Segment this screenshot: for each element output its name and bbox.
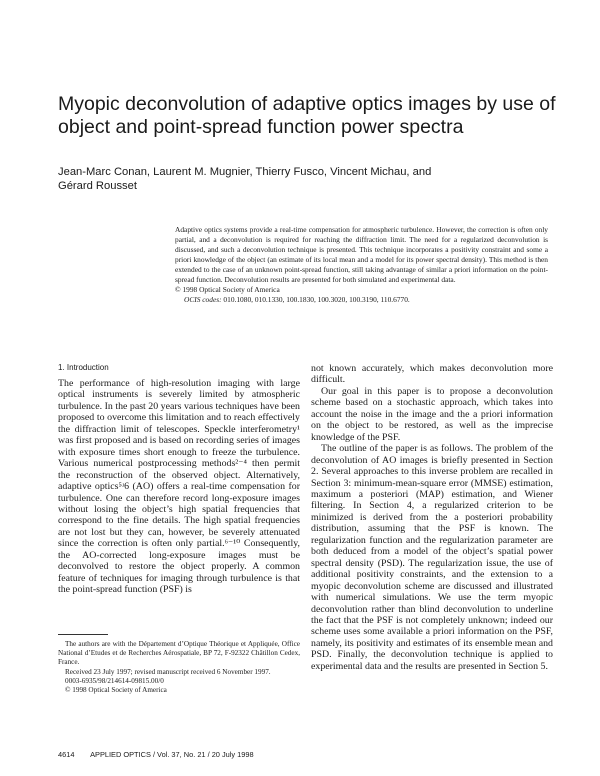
body-paragraph: The performance of high-resolution imaging with large optical instruments is severely limited by atmospheric turbulence. In the past 20 years various techniques have been proposed to overcome this limitation and to reach effectively the diffraction limit of telescopes. Speckle interferometry¹ was first proposed and is based on recording series of images with exposure times short enough to freeze the turbulence. Various numerical postprocessing methods²⁻⁴ then permit the reconstruction of the observed object. Alternatively, adaptive optics⁵ʴ6 (AO) offers a real-time compensation for turbulence. One can therefore record long-exposure images without losing the object’s high spatial frequencies that correspond to the fine details. The high spatial frequencies are not lost but they can, however, be severely attenuated since the correction is often only partial.⁶⁻¹⁰ Consequently, the AO-corrected long-exposure images must be deconvolved to restore the object properly. A common feature of techniques for imaging through turbulence is that the point-spread function (PSF) is [58, 378, 300, 596]
body-column-right [311, 363, 553, 672]
abstract-text: Adaptive optics systems provide a real-time compensation for atmospheric turbulence. However, the correction is often only partial, and a deconvolution is required for reaching the diffraction limit. The need for a regularized deconvolution is discussed, and such a deconvolution technique is presented. This technique incorporates a positivity constraint and some a priori knowledge of the object (an estimate of its local mean and a model for its power spectral density). This method is then extended to the case of an unknown point-spread function, still taking advantage of similar a priori information on the point-spread function. Deconvolution results are presented for both simulated and experimental data. [175, 225, 548, 284]
ocis-codes [175, 295, 548, 305]
body-paragraph: Our goal in this paper is to propose a deconvolution scheme based on a stochastic approach, which takes into account the noise in the image and the a priori information on the object to be restored, as well as the imprecise knowledge of the PSF. [311, 385, 553, 443]
article-title: Myopic deconvolution of adaptive optics images by use of object and point-spread function power spectra [58, 93, 556, 138]
body-paragraph: The outline of the paper is as follows. The problem of the deconvolution of AO images is briefly presented in Section 2. Several approaches to this inverse problem are recalled in Section 3: minimum-mean-square error (MMSE) estimation, maximum a posteriori (MAP) estimation, and Wiener filtering. In Section 4, a regularized criterion to be minimized is derived from the a posteriori probability distribution, assuming that the PSF is known. The regularization function and the regularization parameter are both deduced from a model of the object’s spatial power spectral density (PSD). The regularization issue, the use of additional positivity constraints, and the extension to a myopic deconvolution scheme are discussed and illustrated with numerical simulations. We use the term myopic deconvolution rather than blind deconvolution to underline the fact that the PSF is not completely unknown; indeed our scheme uses some available a priori information on the PSF, namely, its positivity and estimates of its ensemble mean and PSD. Finally, the deconvolution technique is applied to experimental data and the results are presented in Section 5. [311, 443, 553, 672]
journal-citation: APPLIED OPTICS / Vol. 37, No. 21 / 20 July 1998 [90, 750, 254, 759]
ocis-label: OCIS codes: [184, 295, 222, 304]
section-heading: 1. Introduction [58, 363, 109, 372]
abstract [175, 225, 548, 305]
ocis-code-list: 010.1080, 010.1330, 100.1830, 100.3020, 100.3190, 110.6770. [223, 295, 410, 304]
author-list [58, 165, 438, 193]
footnote-affiliation: The authors are with the Département d’Optique Théorique et Appliquée, Office National d’Etudes et de Recherches Aérospatiale, BP 72, F-92322 Châtillon Cedex, France. [58, 640, 300, 667]
body-column-left [58, 363, 300, 596]
footnotes [58, 634, 300, 695]
footnote-rule [58, 634, 108, 635]
authors-line-1: Jean-Marc Conan, Laurent M. Mugnier, Thierry Fusco, Vincent Michau, and [58, 166, 432, 178]
page-footer [58, 750, 254, 759]
abstract-copyright: © 1998 Optical Society of America [175, 285, 280, 294]
footnote-copyright: © 1998 Optical Society of America [65, 686, 167, 695]
authors-line-2: Gérard Rousset [58, 180, 137, 192]
page-number: 4614 [58, 750, 75, 759]
footnote-received: Received 23 July 1997; revised manuscript received 6 November 1997. [65, 667, 271, 676]
body-paragraph: not known accurately, which makes deconvolution more difficult. [311, 363, 553, 386]
footnote-code: 0003-6935/98/214614-09815.00/0 [65, 676, 164, 685]
